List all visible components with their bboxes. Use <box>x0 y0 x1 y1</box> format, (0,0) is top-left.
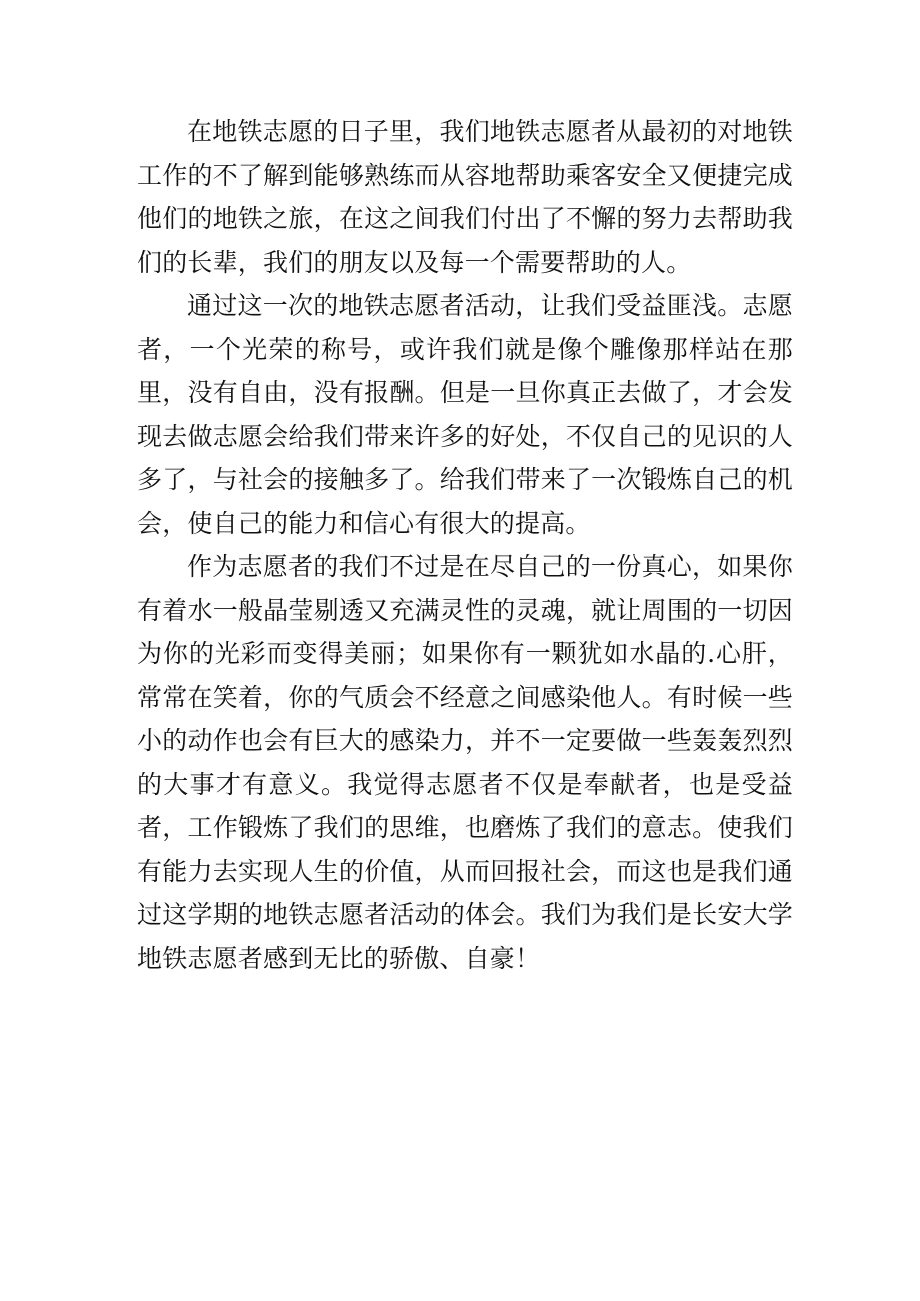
paragraph-1: 在地铁志愿的日子里，我们地铁志愿者从最初的对地铁工作的不了解到能够熟练而从容地帮助乘客安全又便捷完成他们的地铁之旅，在这之间我们付出了不懈的努力去帮助我们的长辈，我们的朋友以及每一个需要帮助的人。 <box>137 117 793 277</box>
document-body <box>137 110 793 980</box>
paragraph-2: 通过这一次的地铁志愿者活动，让我们受益匪浅。志愿者，一个光荣的称号，或许我们就是像个雕像那样站在那里，没有自由，没有报酬。但是一旦你真正去做了，才会发现去做志愿会给我们带来许多的好处，不仅自己的见识的人多了，与社会的接触多了。给我们带来了一次锻炼自己的机会，使自己的能力和信心有很大的提高。 <box>137 291 793 538</box>
paragraph-3: 作为志愿者的我们不过是在尽自己的一份真心，如果你有着水一般晶莹剔透又充满灵性的灵魂，就让周围的一切因为你的光彩而变得美丽；如果你有一颗犹如水晶的.心肝，常常在笑着，你的气质会不经意之间感染他人。有时候一些小的动作也会有巨大的感染力，并不一定要做一些轰轰烈烈的大事才有意义。我觉得志愿者不仅是奉献者，也是受益者，工作锻炼了我们的思维，也磨炼了我们的意志。使我们有能力去实现人生的价值，从而回报社会，而这也是我们通过这学期的地铁志愿者活动的体会。我们为我们是长安大学地铁志愿者感到无比的骄傲、自豪！ <box>137 552 793 973</box>
